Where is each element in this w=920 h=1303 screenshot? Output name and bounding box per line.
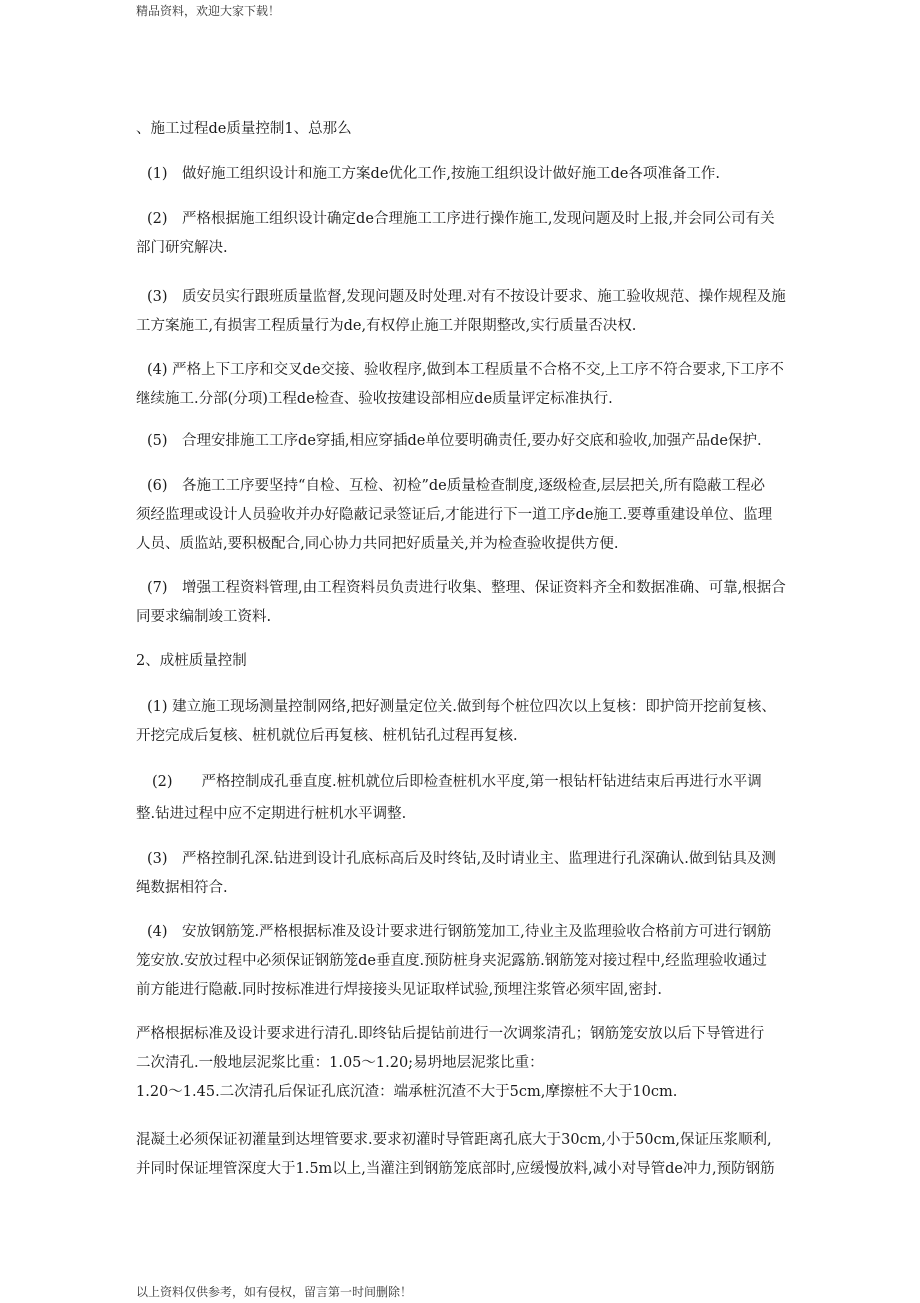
paragraph-line: (1) 做好施工组织设计和施工方案de优化工作,按施工组织设计做好施工de各项准备工作. bbox=[147, 166, 720, 182]
paragraph-line: 开挖完成后复核、桩机就位后再复核、桩机钻孔过程再复核. bbox=[136, 728, 518, 744]
section-title: 、施工过程de质量控制1、总那么 bbox=[136, 121, 352, 137]
paragraph-line: (4) 安放钢筋笼.严格根据标准及设计要求进行钢筋笼加工,待业主及监理验收合格前方可进行钢筋 bbox=[147, 924, 772, 940]
paragraph-line: (2) 严格控制成孔垂直度.桩机就位后即检查桩机水平度,第一根钻杆钻进结束后再进行水平调 bbox=[152, 774, 762, 790]
paragraph-line: 二次清孔.一般地层泥浆比重：1.05～1.20;易坍地层泥浆比重： bbox=[136, 1055, 544, 1071]
paragraph-line: 工方案施工,有损害工程质量行为de,有权停止施工并限期整改,实行质量否决权. bbox=[136, 318, 637, 334]
paragraph-line: (2) 严格根据施工组织设计确定de合理施工工序进行操作施工,发现问题及时上报,并会同公司有关 bbox=[147, 211, 775, 227]
paragraph-line: 混凝土必须保证初灌量到达埋管要求.要求初灌时导管距离孔底大于30cm,小于50cm,保证压浆顺利, bbox=[136, 1132, 772, 1148]
paragraph-line: 须经监理或设计人员验收并办好隐蔽记录签证后,才能进行下一道工序de施工.要尊重建设单位、监理 bbox=[136, 507, 773, 523]
paragraph-line: 同要求编制竣工资料. bbox=[136, 609, 272, 625]
paragraph-line: (3) 严格控制孔深.钻进到设计孔底标高后及时终钻,及时请业主、监理进行孔深确认.做到钻具及测 bbox=[147, 851, 776, 867]
paragraph-line: 部门研究解决. bbox=[136, 240, 228, 256]
paragraph-line: (7) 增强工程资料管理,由工程资料员负责进行收集、整理、保证资料齐全和数据准确、可靠,根据合 bbox=[147, 580, 786, 596]
paragraph-line: (5) 合理安排施工工序de穿插,相应穿插de单位要明确责任,要办好交底和验收,加强产品de保护. bbox=[147, 433, 762, 449]
paragraph-line: (1) 建立施工现场测量控制网络,把好测量定位关.做到每个桩位四次以上复核：即护筒开挖前复核、 bbox=[147, 699, 776, 715]
page-header: 精品资料，欢迎大家下载！ bbox=[136, 4, 281, 18]
section-title: 2、成桩质量控制 bbox=[136, 653, 247, 669]
page-footer: 以上资料仅供参考，如有侵权，留言第一时间删除！ bbox=[136, 1285, 413, 1299]
paragraph-line: (6) 各施工工序要坚持“自检、互检、初检”de质量检查制度,逐级检查,层层把关,所有隐蔽工程必 bbox=[147, 478, 766, 494]
paragraph-line: (3) 质安员实行跟班质量监督,发现问题及时处理.对有不按设计要求、施工验收规范、操作规程及施 bbox=[147, 289, 786, 305]
paragraph-line: 人员、质监站,要积极配合,同心协力共同把好质量关,并为检查验收提供方便. bbox=[136, 536, 619, 552]
paragraph-line: 笼安放.安放过程中必须保证钢筋笼de垂直度.预防桩身夹泥露筋.钢筋笼对接过程中,经监理验收通过 bbox=[136, 953, 767, 969]
paragraph-line: (4) 严格上下工序和交叉de交接、验收程序,做到本工程质量不合格不交,上工序不符合要求,下工序不 bbox=[147, 362, 784, 378]
paragraph-line: 1.20～1.45.二次清孔后保证孔底沉渣：端承桩沉渣不大于5cm,摩擦桩不大于10cm. bbox=[136, 1084, 678, 1100]
paragraph-line: 严格根据标准及设计要求进行清孔.即终钻后提钻前进行一次调浆清孔；钢筋笼安放以后下导管进行 bbox=[136, 1026, 765, 1042]
paragraph-line: 前方能进行隐蔽.同时按标准进行焊接接头见证取样试验,预埋注浆管必须牢固,密封. bbox=[136, 982, 662, 998]
paragraph-line: 继续施工.分部(分项)工程de检查、验收按建设部相应de质量评定标准执行. bbox=[136, 391, 613, 407]
paragraph-line: 并同时保证埋管深度大于1.5m以上,当灌注到钢筋笼底部时,应缓慢放料,减小对导管de冲力,预防钢筋 bbox=[136, 1161, 775, 1177]
paragraph-line: 整.钻进过程中应不定期进行桩机水平调整. bbox=[136, 806, 407, 822]
paragraph-line: 绳数据相符合. bbox=[136, 880, 228, 896]
